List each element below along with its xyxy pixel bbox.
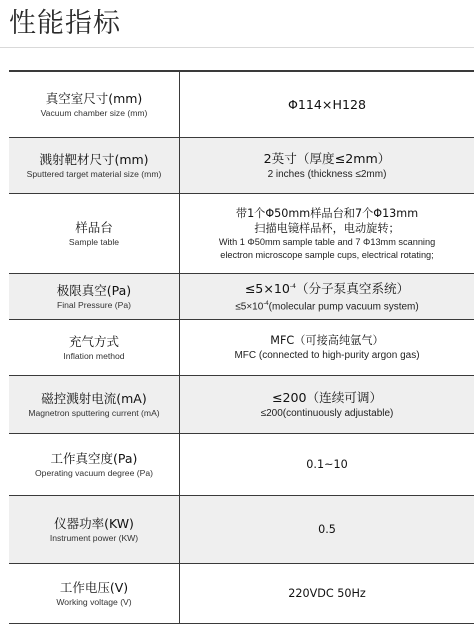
table-row-sample-table xyxy=(9,194,474,274)
label-chinese: 溅射靶材尺寸(mm) xyxy=(39,151,149,167)
label-chinese: 工作真空度(Pa) xyxy=(50,450,138,466)
value-exponent: -4 xyxy=(289,283,296,291)
row-value xyxy=(180,434,474,495)
row-value xyxy=(180,194,474,273)
value-main: ≤5×10 xyxy=(235,301,264,313)
label-english: Sample table xyxy=(68,236,120,247)
row-label xyxy=(9,376,180,433)
label-chinese: 磁控溅射电流(mA) xyxy=(41,390,147,406)
value-text-english: ≤200(continuously adjustable) xyxy=(260,407,394,419)
row-label xyxy=(9,194,180,273)
label-english: Working voltage (V) xyxy=(56,596,132,607)
value-text: 扫描电镜样品杯，电动旋转； xyxy=(254,222,400,235)
row-label xyxy=(9,320,180,375)
row-value xyxy=(180,496,474,563)
value-text: 带1个Φ50mm样品台和7个Φ13mm xyxy=(235,207,419,220)
label-english: Vacuum chamber size (mm) xyxy=(40,107,148,118)
table-row-operating-vacuum xyxy=(9,434,474,496)
row-label xyxy=(9,274,180,319)
table-row-working-voltage xyxy=(9,564,474,624)
value-note: (molecular pump vacuum system) xyxy=(268,301,419,313)
value-text-english: MFC (connected to high-purity argon gas) xyxy=(234,349,420,361)
row-value xyxy=(180,564,474,623)
row-value xyxy=(180,376,474,433)
page-title: 性能指标 xyxy=(9,8,121,39)
label-chinese: 极限真空(Pa) xyxy=(56,282,132,298)
row-value xyxy=(180,138,474,193)
label-chinese: 仪器功率(KW) xyxy=(54,515,134,531)
label-english: Operating vacuum degree (Pa) xyxy=(35,467,153,478)
value-main: ≤5×10 xyxy=(244,281,290,297)
value-text-english: With 1 Φ50mm sample table and 7 Φ13mm scanning xyxy=(218,237,436,247)
value-text xyxy=(245,278,409,297)
value-text: MFC（可接高纯氩气） xyxy=(270,333,384,347)
label-chinese: 充气方式 xyxy=(68,333,119,349)
value-text: 0.5 xyxy=(318,523,336,536)
label-chinese: 工作电压(V) xyxy=(59,579,129,595)
title-divider xyxy=(0,47,474,48)
label-english: Magnetron sputtering current (mA) xyxy=(28,407,160,418)
value-text-english: 2 inches (thickness ≤2mm) xyxy=(267,168,387,180)
row-label xyxy=(9,434,180,495)
value-text-english: electron microscope sample cups, electrical rotating; xyxy=(220,249,434,260)
label-chinese: 样品台 xyxy=(75,219,113,235)
value-text-english xyxy=(235,297,418,314)
table-row-inflation-method xyxy=(9,320,474,376)
row-label xyxy=(9,138,180,193)
table-row-target-size xyxy=(9,138,474,194)
row-value xyxy=(180,274,474,319)
value-text: 0.1~10 xyxy=(306,458,348,471)
table-row-instrument-power xyxy=(9,496,474,564)
row-value xyxy=(180,320,474,375)
value-exponent: -4 xyxy=(263,301,269,308)
label-english: Instrument power (KW) xyxy=(49,532,139,543)
value-text: ≤200（连续可调） xyxy=(271,389,383,405)
label-chinese: 真空室尺寸(mm) xyxy=(45,90,143,106)
label-english: Final Pressure (Pa) xyxy=(56,299,132,310)
row-label xyxy=(9,564,180,623)
value-text: Φ114×H128 xyxy=(287,97,366,112)
label-english: Inflation method xyxy=(63,350,125,361)
value-text: 2英寸（厚度≤2mm） xyxy=(263,150,391,166)
table-row-final-pressure xyxy=(9,274,474,320)
row-label xyxy=(9,496,180,563)
label-english: Sputtered target material size (mm) xyxy=(26,168,162,179)
value-text: 220VDC 50Hz xyxy=(288,587,366,600)
table-row-chamber-size xyxy=(9,72,474,138)
row-label xyxy=(9,72,180,137)
spec-table xyxy=(9,70,474,624)
row-value xyxy=(180,72,474,137)
value-note: （分子泵真空系统） xyxy=(295,281,410,297)
table-row-sputtering-current xyxy=(9,376,474,434)
